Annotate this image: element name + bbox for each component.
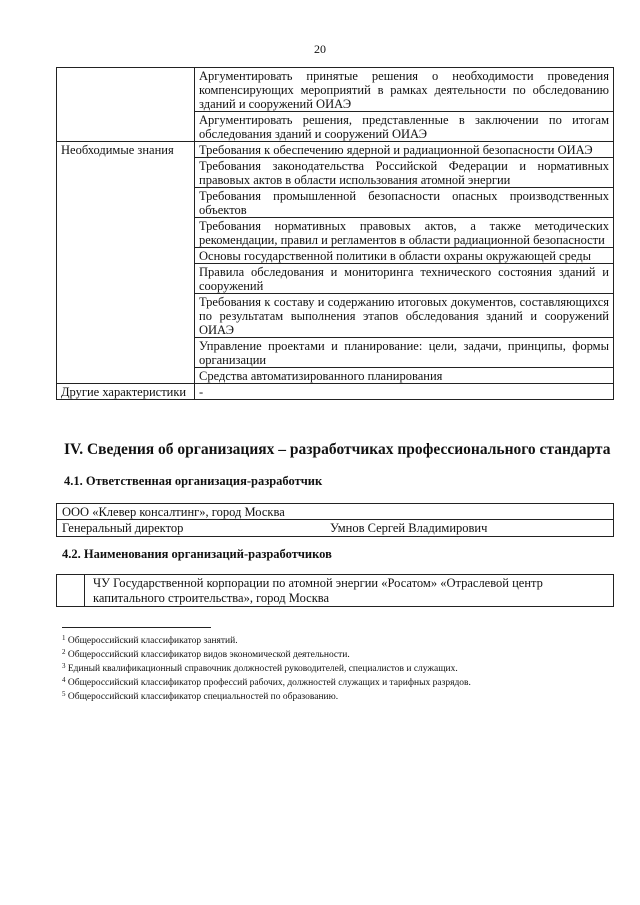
skills-row-item: Управление проектами и планирование: цели, задачи, принципы, формы организации [195,338,614,368]
footnote-text: Общероссийский классификатор занятий. [67,636,238,646]
org-head-row [57,520,614,537]
subsection-4-2-title: 4.2. Наименования организаций-разработчиков [62,547,332,561]
responsible-org-table [56,503,614,537]
org-name-row [57,504,614,520]
page-number: 20 [314,42,326,56]
footnote-text: Общероссийский классификатор профессий рабочих, должностей служащих и тарифных разрядов. [67,678,471,688]
footnote-text: Единый квалификационный справочник должностей руководителей, специалистов и служащих. [67,664,458,674]
footnote [62,662,471,676]
skills-table-row [57,142,614,158]
skills-row-item: Требования законодательства Российской Федерации и нормативных правовых актов в области использования атомной энергии [195,158,614,188]
skills-row-item: Требования промышленной безопасности опасных производственных объектов [195,188,614,218]
org-name: ООО «Клевер консалтинг», город Москва [57,504,614,520]
developer-orgs-table [56,574,614,607]
skills-table [56,67,614,400]
footnote-text: Общероссийский классификатор специальностей по образованию. [67,692,339,702]
skills-row-item: - [195,384,614,400]
skills-row-label [57,68,195,142]
footnote [62,676,471,690]
developer-org-row [57,575,614,607]
skills-row-label: Необходимые знания [57,142,195,384]
head-person: Умнов Сергей Владимирович [330,521,488,535]
footnote-divider [62,627,211,628]
developer-org-name: ЧУ Государственной корпорации по атомной энергии «Росатом» «Отраслевой центр капитального строительства», город Москва [93,576,543,605]
footnote [62,690,471,704]
footnote [62,634,471,648]
footnote-number: 4 [62,676,66,684]
subsection-4-1-title: 4.1. Ответственная организация-разработчик [64,474,323,488]
footnote-number: 3 [62,662,66,670]
head-position: Генеральный директор [62,521,184,535]
footnotes [62,634,471,704]
skills-row-label: Другие характеристики [57,384,195,400]
skills-table-row [57,68,614,112]
footnote-text: Общероссийский классификатор видов экономической деятельности. [67,650,350,660]
skills-row-item: Требования к обеспечению ядерной и радиационной безопасности ОИАЭ [195,142,614,158]
footnote [62,648,471,662]
skills-row-item: Основы государственной политики в области охраны окружающей среды [195,248,614,264]
footnote-number: 1 [62,634,66,642]
skills-row-item: Средства автоматизированного планирования [195,368,614,384]
section-iv-title: IV. Сведения об организациях – разработчиках профессионального стандарта [64,441,611,458]
skills-row-item: Аргументировать решения, представленные в заключении по итогам обследования зданий и сооружений ОИАЭ [195,112,614,142]
skills-row-item: Требования к составу и содержанию итоговых документов, составляющихся по результатам выполнения этапов обследования зданий и сооружений ОИАЭ [195,294,614,338]
skills-table-row [57,384,614,400]
skills-row-item: Требования нормативных правовых актов, а также методических рекомендации, правил и регламентов в области радиационной безопасности [195,218,614,248]
skills-row-item: Правила обследования и мониторинга технического состояния зданий и сооружений [195,264,614,294]
skills-row-item: Аргументировать принятые решения о необходимости проведения компенсирующих мероприятий в рамках деятельности по обследованию зданий и сооружений ОИАЭ [195,68,614,112]
developer-org-number [57,575,85,607]
footnote-number: 2 [62,648,66,656]
footnote-number: 5 [62,690,66,698]
